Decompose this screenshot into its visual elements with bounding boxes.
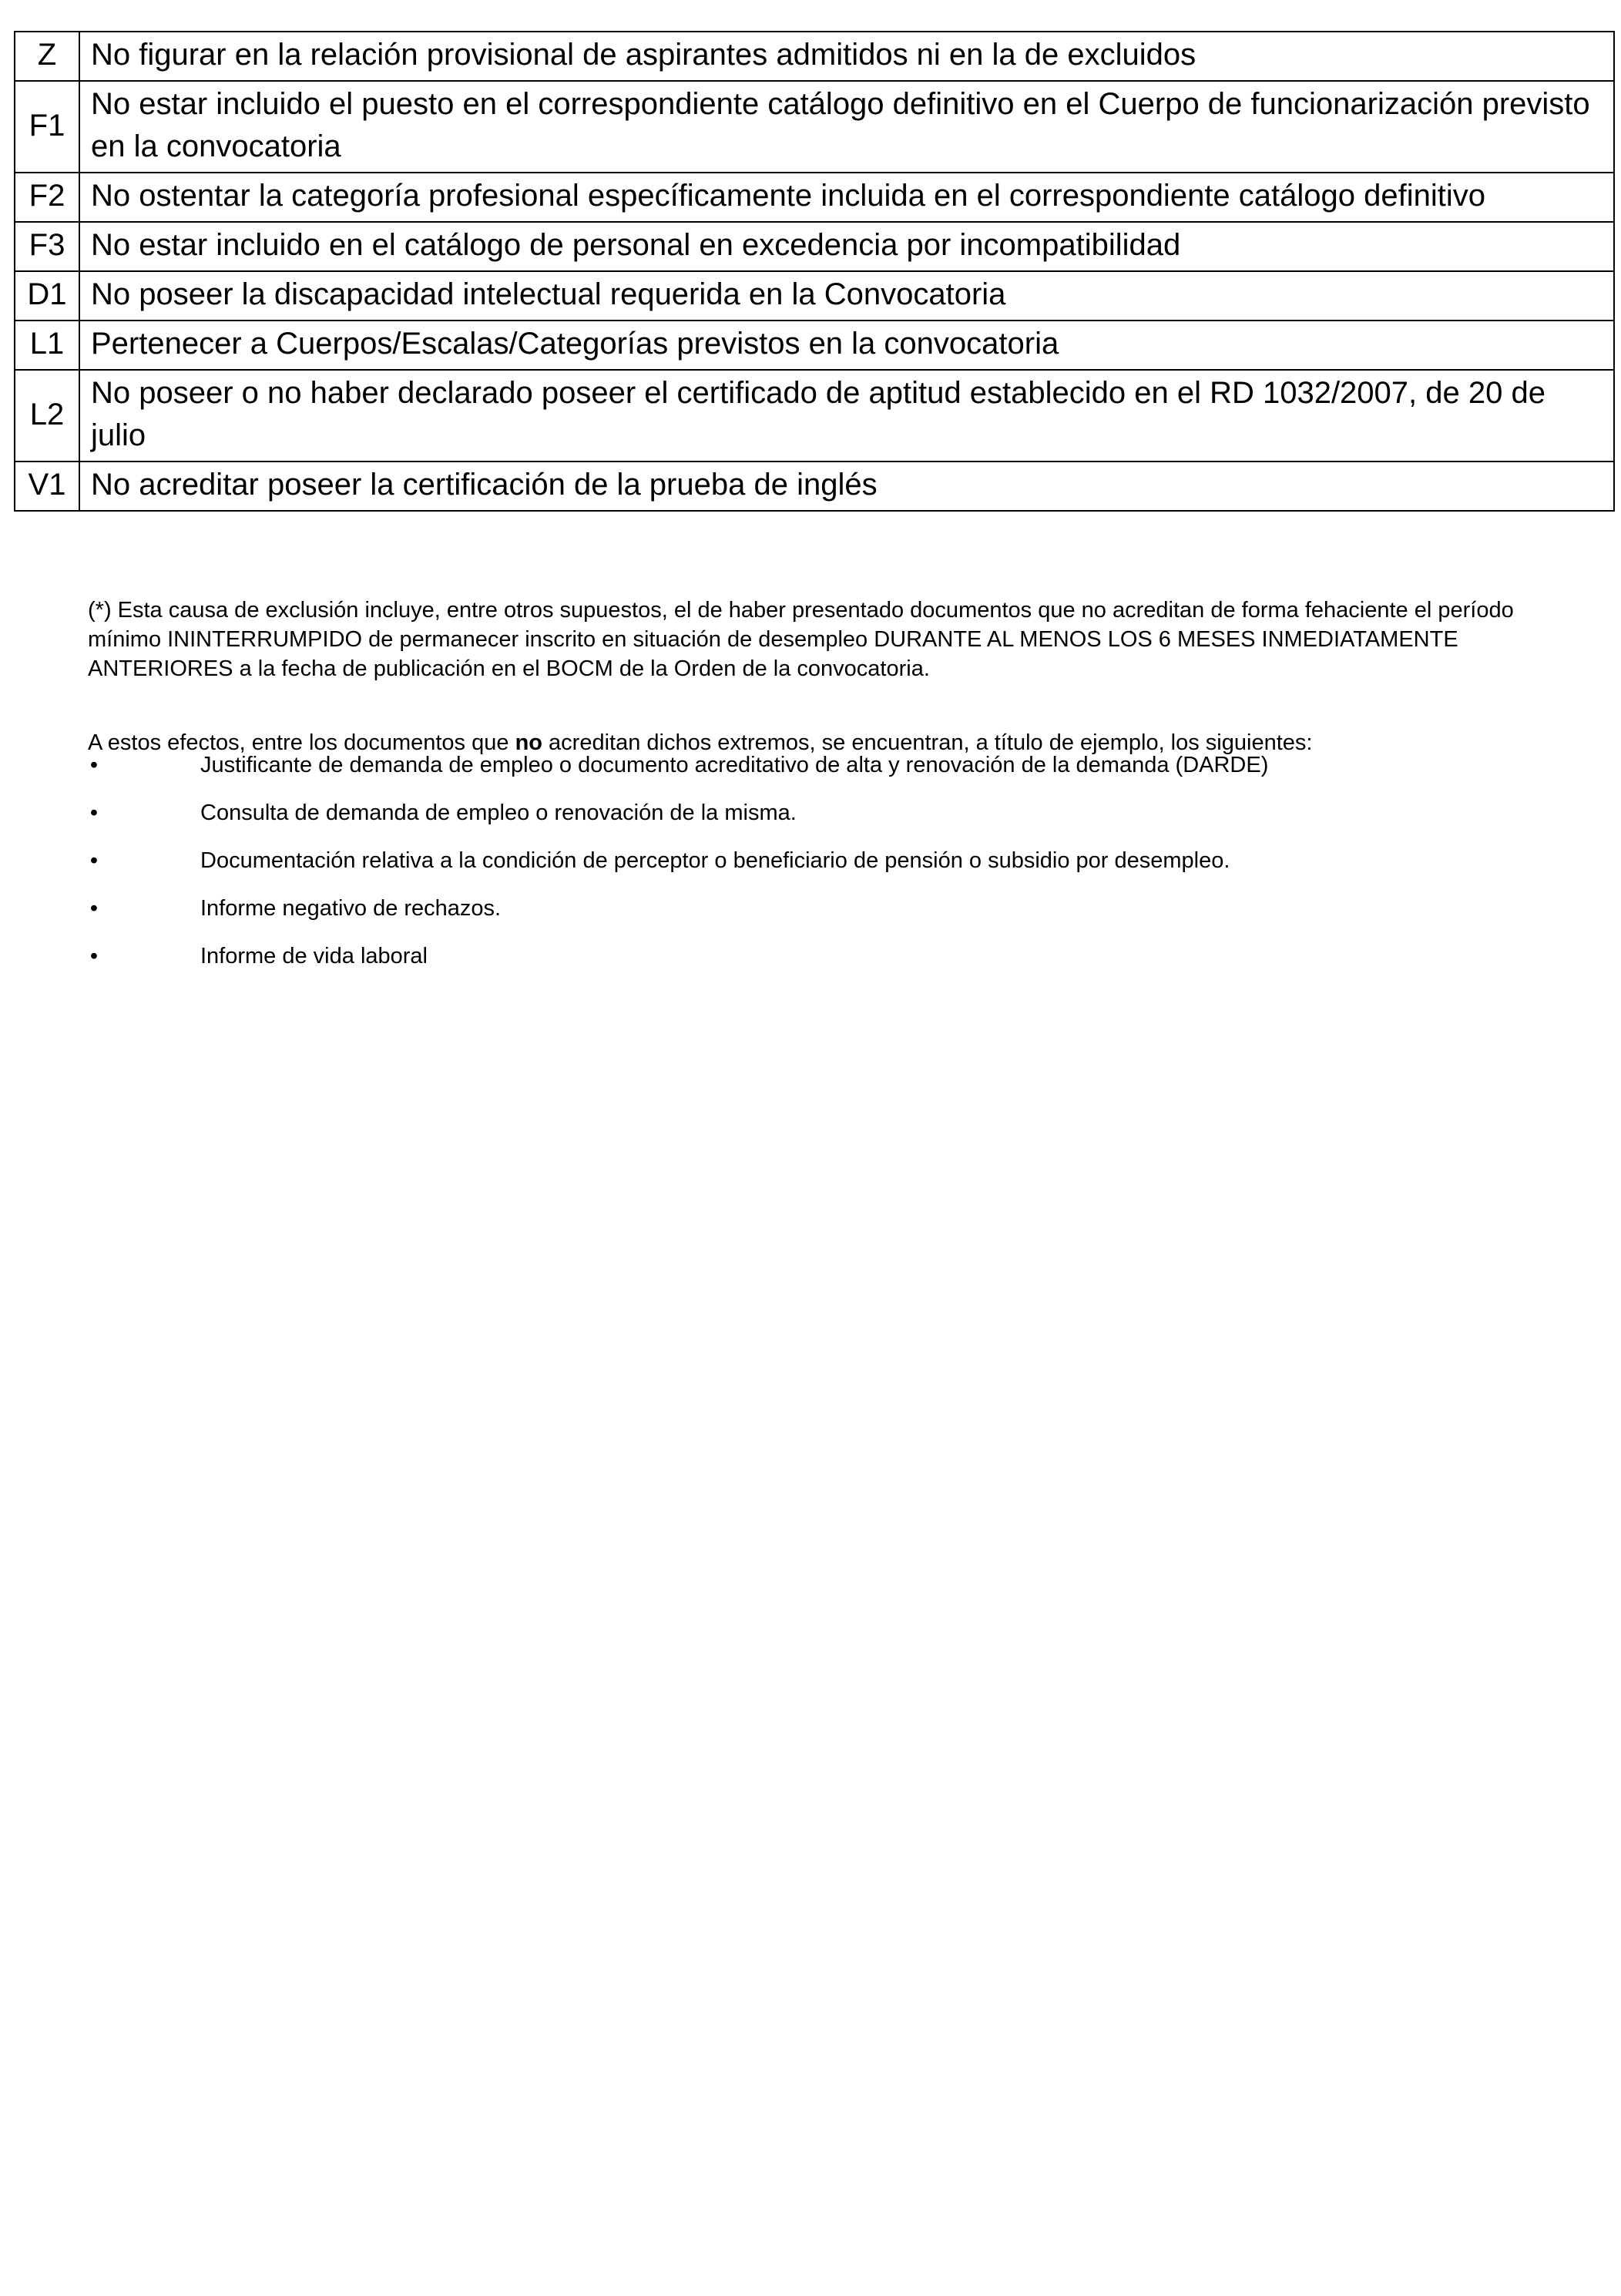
- exclusion-code: F3: [15, 222, 79, 271]
- bullet-icon: •: [89, 944, 99, 968]
- exclusion-codes-table: [14, 31, 1615, 512]
- bullet-icon: •: [89, 753, 99, 777]
- examples-list: [86, 750, 1589, 989]
- table-row: [15, 81, 1614, 173]
- exclusion-code: Z: [15, 32, 79, 81]
- intro-text-start: A estos efectos, entre los documentos que: [88, 730, 515, 755]
- bullet-icon: •: [89, 801, 99, 825]
- exclusion-description: No figurar en la relación provisional de aspirantes admitidos ni en la de excluidos: [79, 32, 1614, 81]
- exclusion-description: No acreditar poseer la certificación de la prueba de inglés: [79, 462, 1614, 511]
- table-row: [15, 321, 1614, 370]
- intro-emphasis: no: [515, 730, 542, 755]
- table-row: [15, 271, 1614, 321]
- example-text: Informe negativo de rechazos.: [200, 896, 502, 921]
- table-row: [15, 462, 1614, 511]
- list-item: [86, 894, 1589, 923]
- exclusion-code: V1: [15, 462, 79, 511]
- exclusion-description: No estar incluido el puesto en el correspondiente catálogo definitivo en el Cuerpo de funcionarización previsto en la convocatoria: [79, 81, 1614, 173]
- example-text: Justificante de demanda de empleo o documento acreditativo de alta y renovación de la demanda (DARDE): [200, 753, 1269, 777]
- exclusion-footnote: (*) Esta causa de exclusión incluye, entre otros supuestos, el de haber presentado documentos que no acreditan de forma fehaciente el período mínimo ININTERRUMPIDO de permanecer inscrito en situación de desempleo DURANTE AL MENOS LOS 6 MESES INMEDIATAMENTE ANTERIORES a la fecha de publicación en el BOCM de la Orden de la convocatoria.: [88, 598, 1514, 681]
- example-text: Documentación relativa a la condición de perceptor o beneficiario de pensión o subsidio por desempleo.: [200, 848, 1230, 873]
- example-text: Consulta de demanda de empleo o renovación de la misma.: [200, 801, 797, 825]
- table-row: [15, 370, 1614, 462]
- list-item: [86, 798, 1589, 827]
- exclusion-description: No estar incluido en el catálogo de personal en excedencia por incompatibilidad: [79, 222, 1614, 271]
- exclusion-description: No ostentar la categoría profesional específicamente incluida en el correspondiente catálogo definitivo: [79, 173, 1614, 222]
- list-item: [86, 750, 1589, 780]
- list-item: [86, 846, 1589, 875]
- intro-text-end: acreditan dichos extremos, se encuentran, a título de ejemplo, los siguientes:: [542, 730, 1313, 755]
- exclusion-description: Pertenecer a Cuerpos/Escalas/Categorías previstos en la convocatoria: [79, 321, 1614, 370]
- exclusion-code: L1: [15, 321, 79, 370]
- table-row: [15, 222, 1614, 271]
- table-row: [15, 32, 1614, 81]
- exclusion-code: F1: [15, 81, 79, 173]
- exclusion-code: L2: [15, 370, 79, 462]
- example-text: Informe de vida laboral: [200, 944, 428, 968]
- exclusion-code: F2: [15, 173, 79, 222]
- list-item: [86, 942, 1589, 971]
- exclusion-code: D1: [15, 271, 79, 321]
- bullet-icon: •: [89, 896, 99, 921]
- exclusion-description: No poseer la discapacidad intelectual requerida en la Convocatoria: [79, 271, 1614, 321]
- exclusion-description: No poseer o no haber declarado poseer el certificado de aptitud establecido en el RD 1032/2007, de 20 de julio: [79, 370, 1614, 462]
- bullet-icon: •: [89, 848, 99, 873]
- table-row: [15, 173, 1614, 222]
